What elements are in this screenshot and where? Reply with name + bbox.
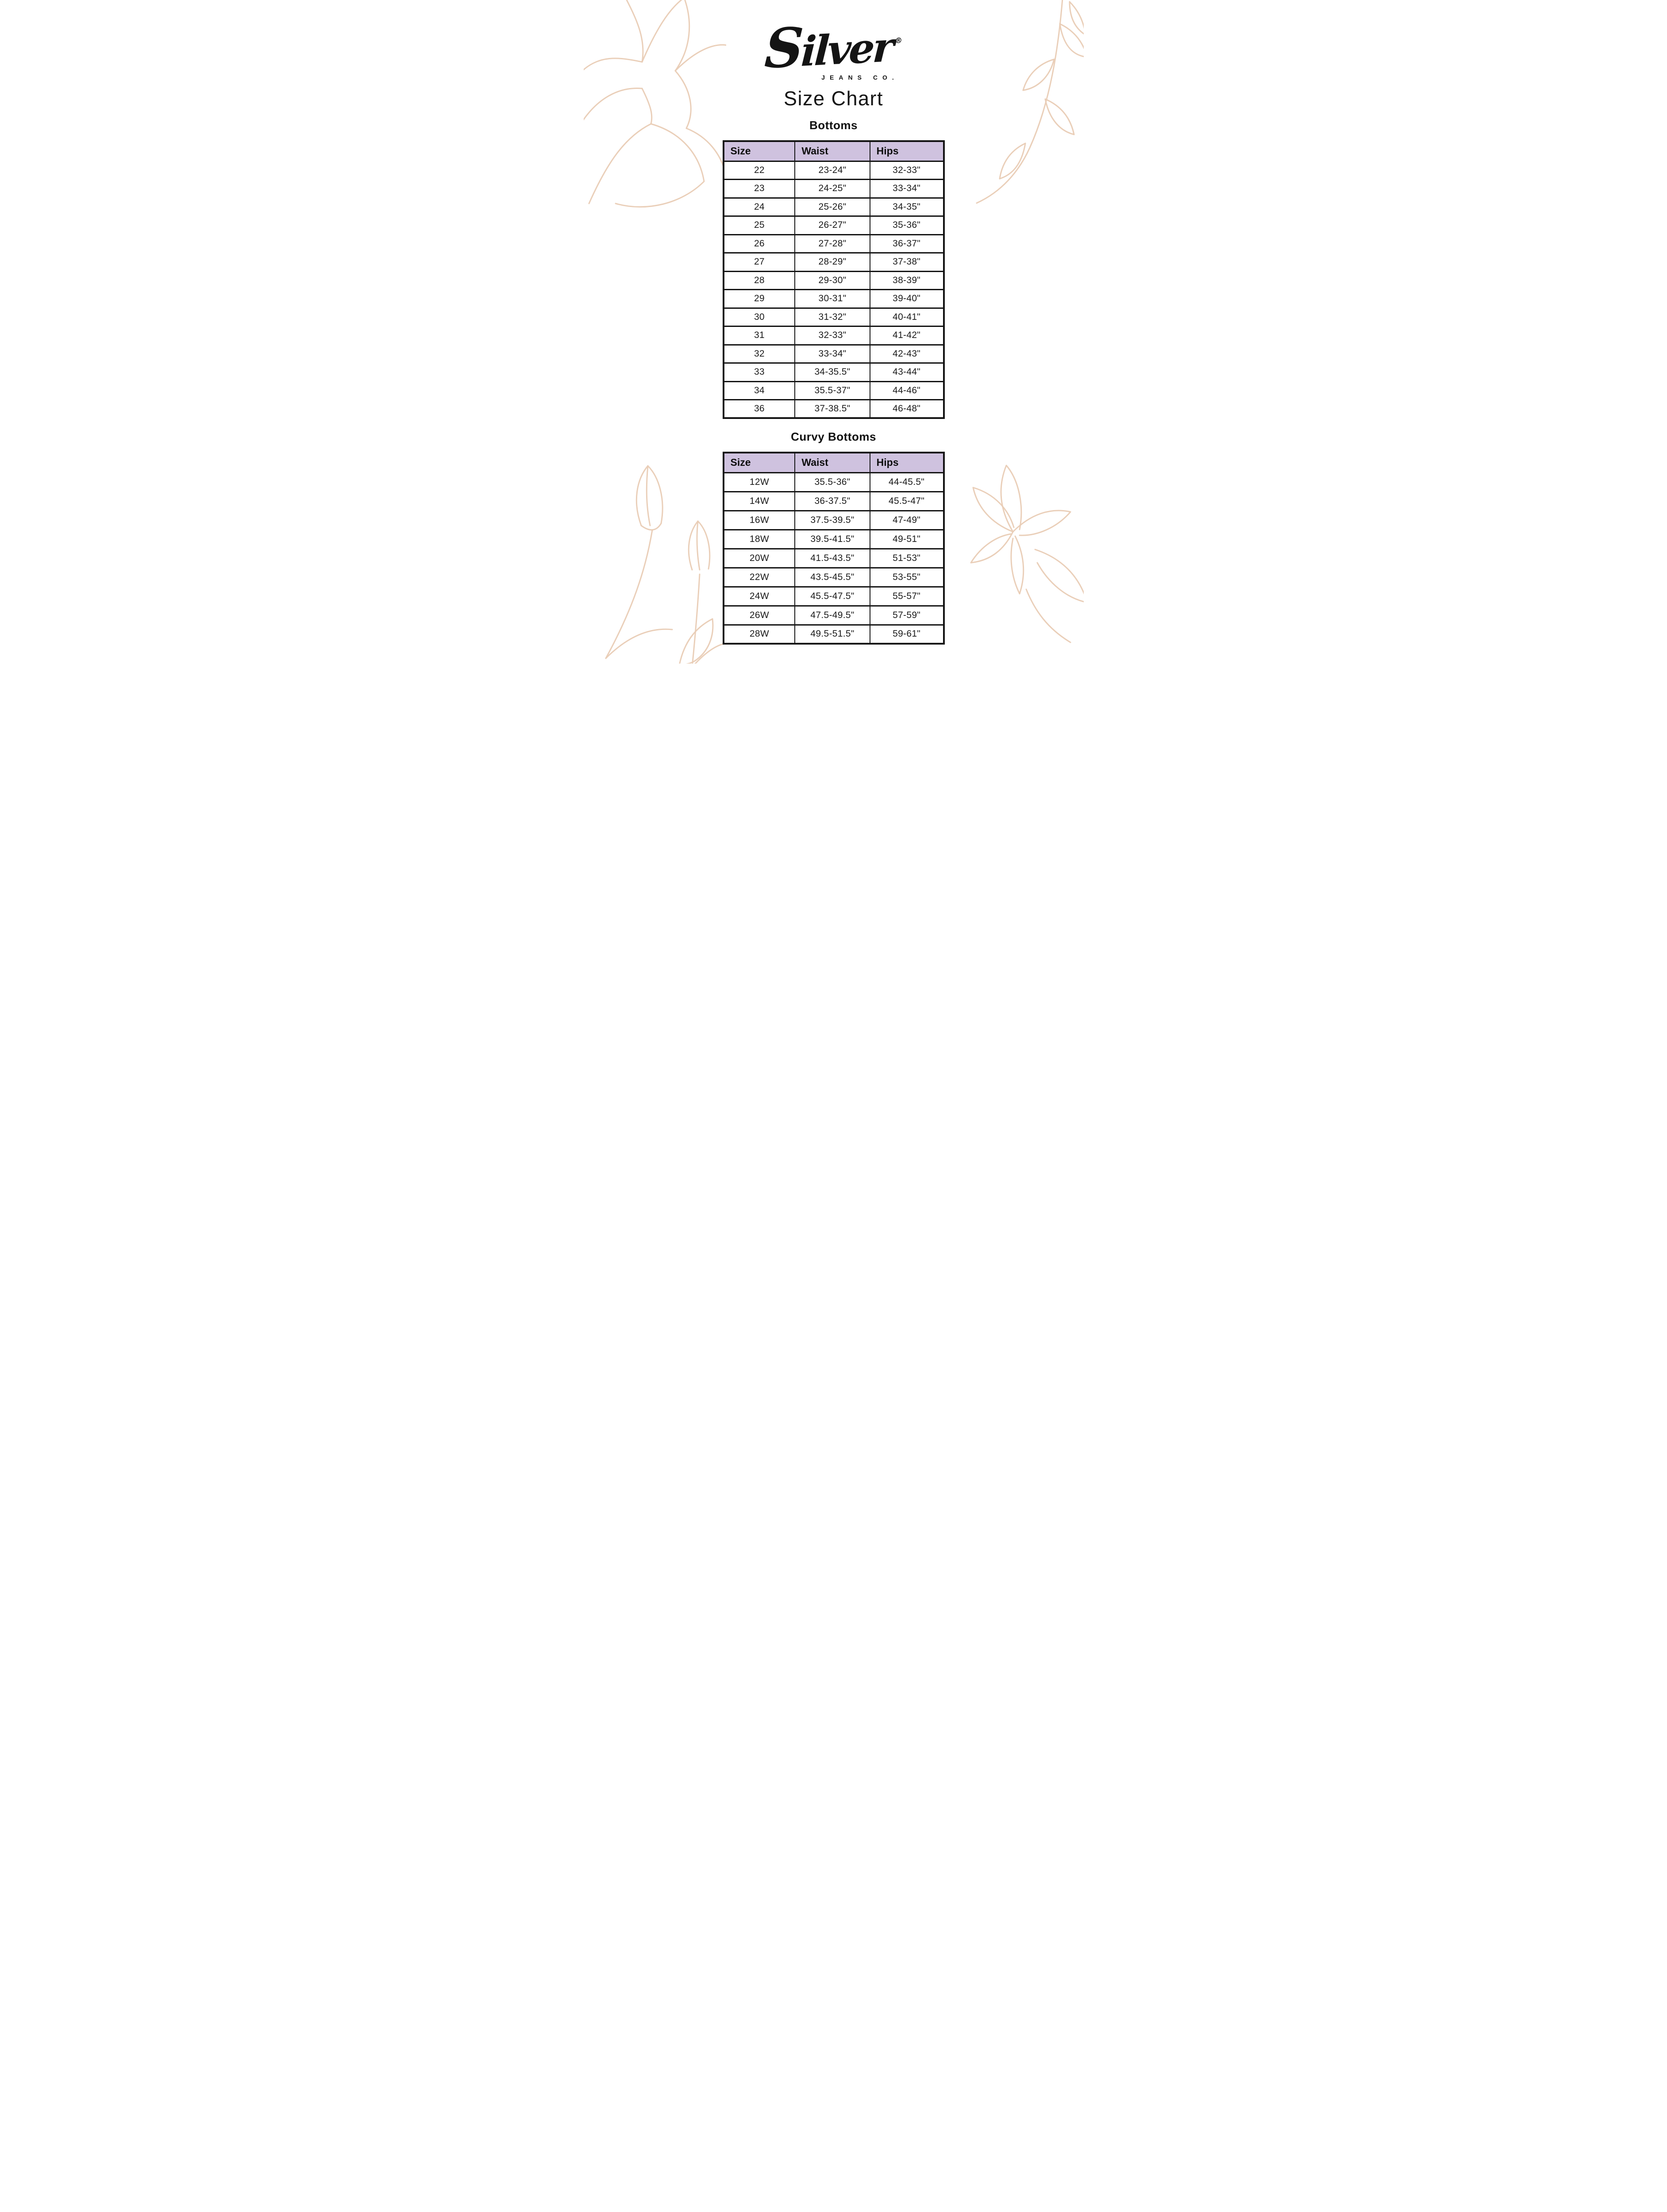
table-cell: 36-37"	[870, 234, 944, 253]
bottoms-section	[723, 119, 945, 419]
column-header-size: Size	[724, 453, 795, 472]
table-cell: 35.5-36"	[795, 472, 870, 492]
table-cell: 43-44"	[870, 363, 944, 382]
table-row	[724, 511, 944, 530]
table-cell: 39.5-41.5"	[795, 530, 870, 549]
page-title: Size Chart	[783, 87, 884, 110]
table-cell: 39-40"	[870, 290, 944, 308]
table-row	[724, 308, 944, 326]
table-cell: 55-57"	[870, 587, 944, 606]
table-cell: 34-35"	[870, 198, 944, 216]
table-cell: 26-27"	[795, 216, 870, 235]
table-row	[724, 549, 944, 568]
table-row	[724, 492, 944, 511]
floral-line-art-bottom-left	[584, 464, 730, 664]
table-row	[724, 381, 944, 400]
table-cell: 51-53"	[870, 549, 944, 568]
table-cell: 24-25"	[795, 180, 870, 198]
table-cell: 57-59"	[870, 606, 944, 625]
table-row	[724, 180, 944, 198]
logo-wordmark: Silver	[763, 15, 893, 81]
registered-trademark-icon: ®	[894, 36, 903, 46]
table-row	[724, 400, 944, 419]
table-cell: 49.5-51.5"	[795, 625, 870, 644]
column-header-waist: Waist	[795, 141, 870, 161]
table-cell: 16W	[724, 511, 795, 530]
table-row	[724, 253, 944, 272]
table-cell: 45.5-47"	[870, 492, 944, 511]
table-cell: 28W	[724, 625, 795, 644]
table-cell: 37-38"	[870, 253, 944, 272]
table-header-row	[724, 453, 944, 472]
table-cell: 33	[724, 363, 795, 382]
table-cell: 36-37.5"	[795, 492, 870, 511]
size-chart-page	[584, 0, 1084, 664]
table-cell: 28-29"	[795, 253, 870, 272]
bottoms-table	[723, 140, 945, 419]
table-cell: 42-43"	[870, 345, 944, 363]
curvy-bottoms-table	[723, 452, 945, 645]
table-cell: 24W	[724, 587, 795, 606]
table-cell: 35.5-37"	[795, 381, 870, 400]
table-row	[724, 530, 944, 549]
table-cell: 27	[724, 253, 795, 272]
table-cell: 14W	[724, 492, 795, 511]
table-cell: 29	[724, 290, 795, 308]
table-cell: 25	[724, 216, 795, 235]
column-header-hips: Hips	[870, 141, 944, 161]
table-row	[724, 568, 944, 587]
table-cell: 26W	[724, 606, 795, 625]
table-cell: 34	[724, 381, 795, 400]
table-cell: 41.5-43.5"	[795, 549, 870, 568]
table-cell: 29-30"	[795, 271, 870, 290]
column-header-size: Size	[724, 141, 795, 161]
table-cell: 38-39"	[870, 271, 944, 290]
table-cell: 35-36"	[870, 216, 944, 235]
table-row	[724, 161, 944, 180]
table-row	[724, 290, 944, 308]
logo-subtext: JEANS CO.	[821, 74, 899, 81]
table-row	[724, 216, 944, 235]
table-cell: 47-49"	[870, 511, 944, 530]
curvy-bottoms-heading: Curvy Bottoms	[791, 430, 876, 443]
bottoms-heading: Bottoms	[809, 119, 858, 132]
table-cell: 25-26"	[795, 198, 870, 216]
table-cell: 49-51"	[870, 530, 944, 549]
table-row	[724, 345, 944, 363]
table-cell: 31-32"	[795, 308, 870, 326]
table-cell: 47.5-49.5"	[795, 606, 870, 625]
table-cell: 20W	[724, 549, 795, 568]
table-cell: 32-33"	[870, 161, 944, 180]
table-cell: 37-38.5"	[795, 400, 870, 419]
table-cell: 12W	[724, 472, 795, 492]
table-cell: 43.5-45.5"	[795, 568, 870, 587]
table-row	[724, 363, 944, 382]
table-header-row	[724, 141, 944, 161]
table-cell: 26	[724, 234, 795, 253]
table-row	[724, 271, 944, 290]
table-cell: 45.5-47.5"	[795, 587, 870, 606]
table-cell: 30-31"	[795, 290, 870, 308]
table-cell: 31	[724, 326, 795, 345]
table-row	[724, 472, 944, 492]
table-row	[724, 234, 944, 253]
table-row	[724, 198, 944, 216]
curvy-bottoms-section	[723, 430, 945, 645]
table-cell: 46-48"	[870, 400, 944, 419]
brand-header	[584, 15, 1084, 110]
table-cell: 22	[724, 161, 795, 180]
table-cell: 23	[724, 180, 795, 198]
table-cell: 40-41"	[870, 308, 944, 326]
table-row	[724, 606, 944, 625]
table-cell: 32-33"	[795, 326, 870, 345]
table-cell: 44-46"	[870, 381, 944, 400]
table-cell: 41-42"	[870, 326, 944, 345]
table-cell: 30	[724, 308, 795, 326]
table-cell: 33-34"	[795, 345, 870, 363]
table-cell: 18W	[724, 530, 795, 549]
table-cell: 36	[724, 400, 795, 419]
table-row	[724, 326, 944, 345]
table-row	[724, 587, 944, 606]
floral-line-art-bottom-right	[947, 457, 1084, 651]
table-cell: 23-24"	[795, 161, 870, 180]
table-row	[724, 625, 944, 644]
column-header-waist: Waist	[795, 453, 870, 472]
table-cell: 44-45.5"	[870, 472, 944, 492]
table-cell: 37.5-39.5"	[795, 511, 870, 530]
table-cell: 33-34"	[870, 180, 944, 198]
column-header-hips: Hips	[870, 453, 944, 472]
table-cell: 27-28"	[795, 234, 870, 253]
table-cell: 32	[724, 345, 795, 363]
table-cell: 22W	[724, 568, 795, 587]
table-cell: 59-61"	[870, 625, 944, 644]
table-cell: 28	[724, 271, 795, 290]
table-cell: 34-35.5"	[795, 363, 870, 382]
table-cell: 24	[724, 198, 795, 216]
table-cell: 53-55"	[870, 568, 944, 587]
